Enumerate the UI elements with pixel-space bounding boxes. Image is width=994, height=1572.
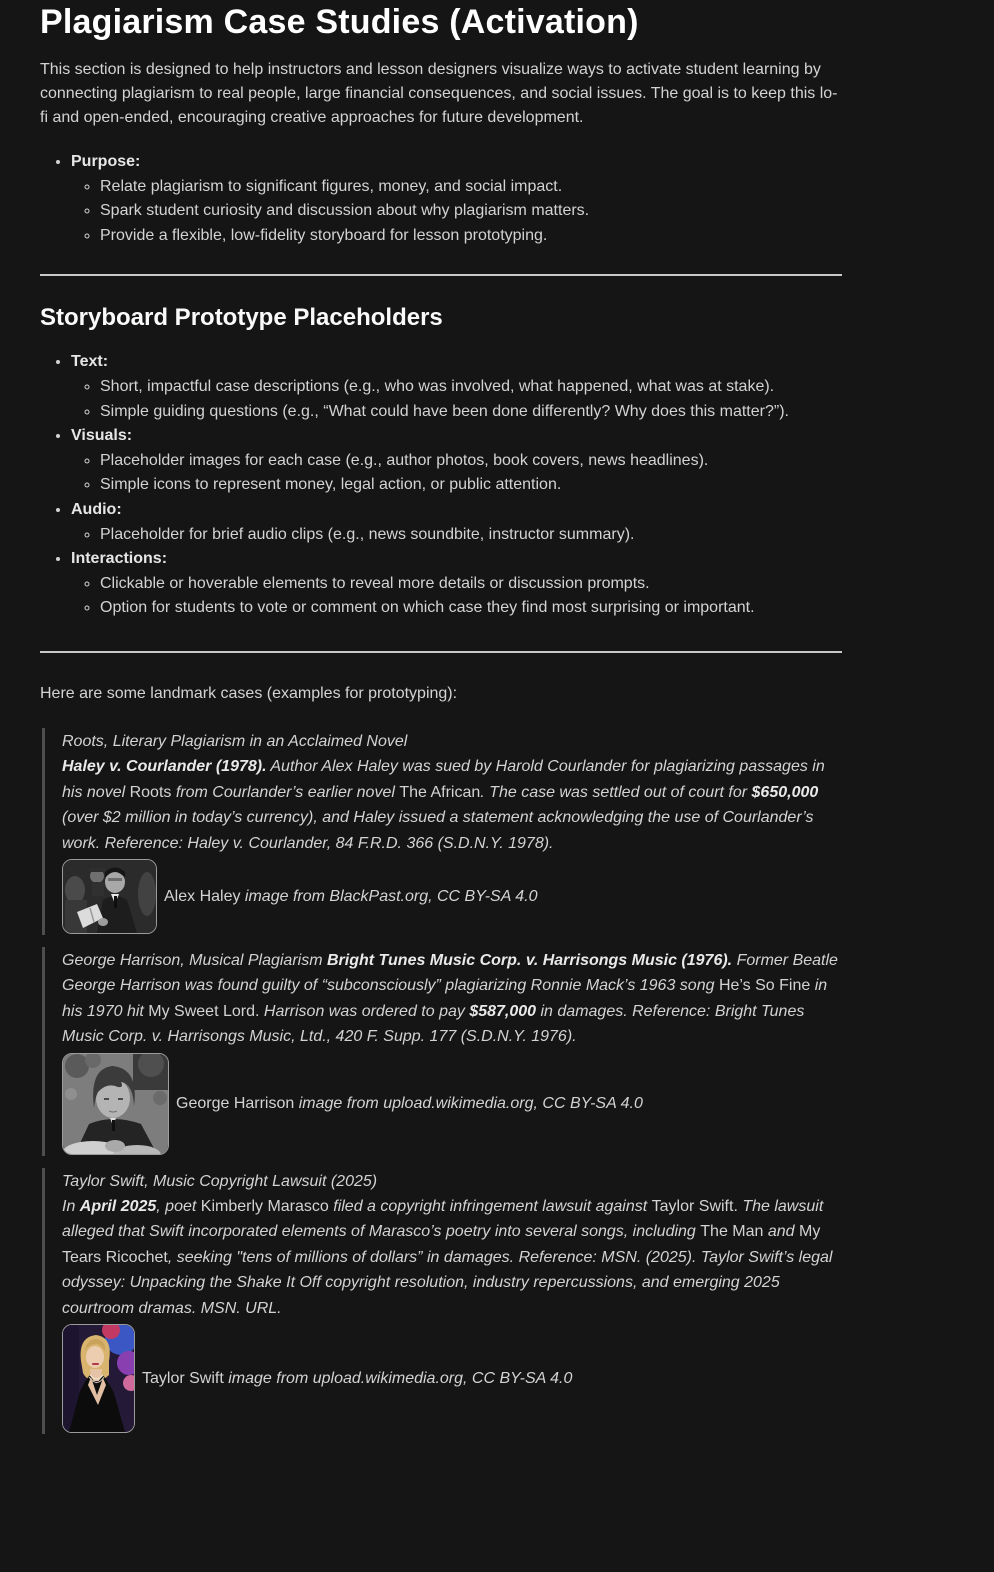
list-item: ◦ Clickable or hoverable elements to reveal more details or discussion prompts. (100, 572, 846, 597)
purpose-label: Purpose: (71, 153, 141, 170)
case-image-row (62, 1324, 842, 1433)
divider (40, 274, 842, 276)
case-text: Roots, Literary Plagiarism in an Acclaimed Novel (62, 732, 408, 750)
interactions-label: Interactions: (71, 550, 168, 568)
list-item-text (71, 350, 846, 424)
case-harrison-blockquote (42, 947, 842, 1156)
list-item: ◦ Provide a flexible, low-fidelity storyboard for lesson prototyping. (100, 224, 846, 249)
intro-paragraph: This section is designed to help instructors and lesson designers visualize ways to activate student learning by connecting plagiarism to real people, large financial consequences, and social issues. The goal is to keep this lo-fi and open-ended, encouraging creative approaches for future development. (40, 61, 838, 126)
list-item: ◦ Placeholder for brief audio clips (e.g., news soundbite, instructor summary). (100, 523, 846, 548)
list-item-interactions (71, 547, 846, 621)
george-harrison-photo (62, 1053, 169, 1155)
list-item: ◦ Spark student curiosity and discussion about why plagiarism matters. (100, 199, 846, 224)
case-text: Haley v. Courlander (1978). Author Alex Haley was sued by Harold Courlander for plagiarizing passages in his novel Roots from Courlander’s earlier novel The African. The case was settled out of court for $650,000 (over $2 million in today’s currency), and Haley issued a statement acknowledging the use of Courlander’s work. Reference: Haley v. Courlander, 84 F.R.D. 366 (S.D.N.Y. 1978). (62, 758, 825, 852)
case-haley-blockquote (42, 728, 842, 935)
image-caption: George Harrison image from upload.wikimedia.org, CC BY-SA 4.0 (176, 1095, 643, 1113)
page-title: Plagiarism Case Studies (Activation) (40, 3, 639, 41)
case-swift-blockquote (42, 1168, 842, 1434)
case-text: In April 2025, poet Kimberly Marasco filed a copyright infringement lawsuit against Taylor Swift. The lawsuit alleged that Swift incorporated elements of Marasco’s poetry into several songs, including The Man and My Tears Ricochet, seeking "tens of millions of dollars” in damages. Reference: MSN. (2025). Taylor Swift’s legal odyssey: Unpacking the Shake It Off copyright resolution, industry repercussions, and emerging 2025 courtroom dramas. MSN. URL. (62, 1197, 833, 1317)
list-item-audio (71, 498, 846, 547)
case-image-row (62, 1053, 842, 1155)
taylor-swift-photo (62, 1324, 135, 1433)
section-heading-storyboard: Storyboard Prototype Placeholders (40, 304, 443, 332)
cases-intro: Here are some landmark cases (examples for prototyping): (40, 684, 458, 702)
image-caption: Alex Haley image from BlackPast.org, CC BY-SA 4.0 (164, 887, 538, 905)
image-caption: Taylor Swift image from upload.wikimedia.org, CC BY-SA 4.0 (142, 1370, 573, 1387)
list-item: ◦ Short, impactful case descriptions (e.g., who was involved, what happened, what was at stake). (100, 375, 846, 400)
case-text: George Harrison, Musical Plagiarism Bright Tunes Music Corp. v. Harrisongs Music (1976). Former Beatle George Harrison was found guilty of “subconsciously” plagiarizing Ronnie Mack’s 1963 song He’s So Fine in his 1970 hit My Sweet Lord. Harrison was ordered to pay $587,000 in damages. Reference: Bright Tunes Music Corp. v. Harrisongs Music, Ltd., 420 F. Supp. 177 (S.D.N.Y. 1976). (62, 951, 838, 1046)
list-item-purpose (71, 150, 846, 248)
list-item-visuals (71, 424, 846, 498)
case-text: Taylor Swift, Music Copyright Lawsuit (2025) (62, 1172, 378, 1190)
list-item: ◦ Option for students to vote or comment on which case they find most surprising or important. (100, 596, 846, 621)
purpose-sublist (71, 175, 846, 249)
text-label: Text: (71, 353, 109, 371)
divider (40, 651, 842, 653)
purpose-list (40, 150, 846, 248)
list-item: ◦ Simple icons to represent money, legal action, or public attention. (100, 473, 846, 498)
list-item: ◦ Relate plagiarism to significant figures, money, and social impact. (100, 175, 846, 200)
list-item: ◦ Placeholder images for each case (e.g., author photos, book covers, news headlines). (100, 449, 846, 474)
case-image-row (62, 859, 842, 934)
visuals-label: Visuals: (71, 427, 133, 445)
storyboard-list (40, 350, 846, 621)
audio-label: Audio: (71, 500, 122, 518)
alex-haley-photo (62, 859, 157, 934)
list-item: ◦ Simple guiding questions (e.g., “What could have been done differently? Why does this matter?”). (100, 400, 846, 425)
